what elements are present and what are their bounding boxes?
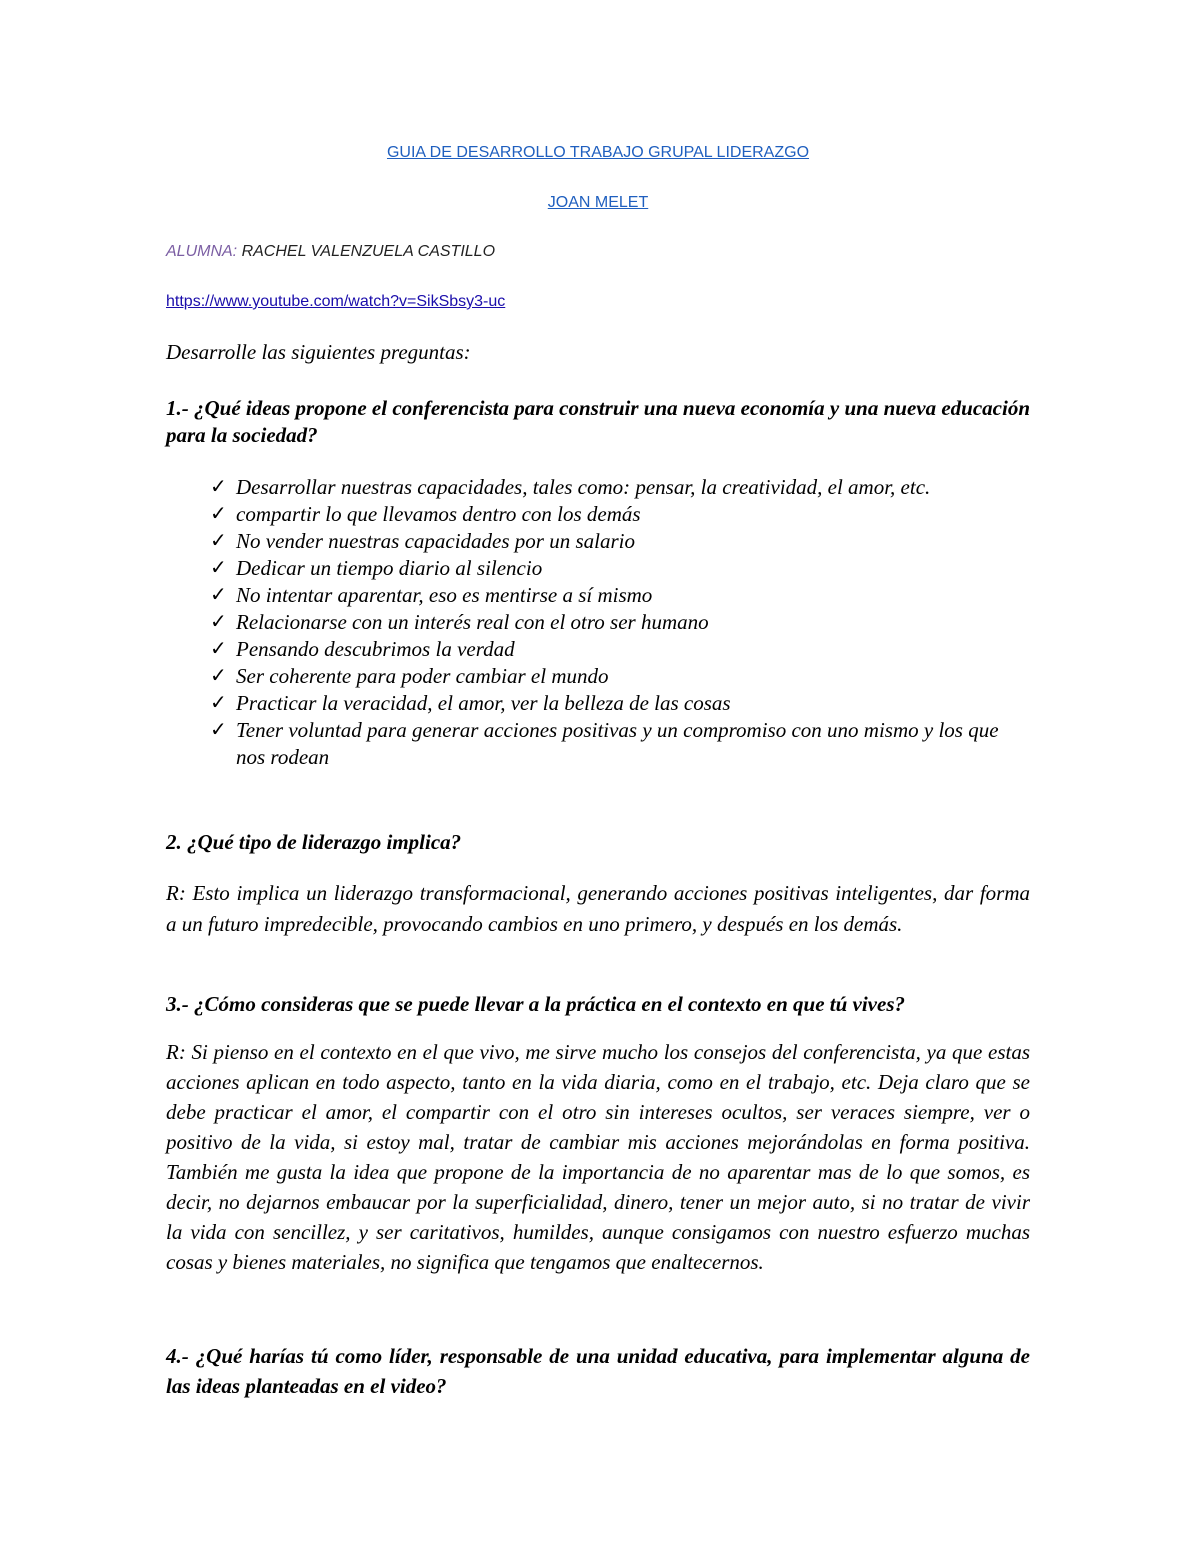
check-icon: ✓ xyxy=(210,557,227,579)
check-icon: ✓ xyxy=(210,476,227,498)
document-title: GUIA DE DESARROLLO TRABAJO GRUPAL LIDERAZGO xyxy=(386,144,810,161)
list-item-text: Desarrollar nuestras capacidades, tales como: pensar, la creatividad, el amor, etc. xyxy=(236,475,931,499)
video-link[interactable]: https://www.youtube.com/watch?v=SikSbsy3-uc xyxy=(166,293,506,310)
student-label: ALUMNA: xyxy=(166,243,238,260)
list-item xyxy=(166,528,1030,555)
instructions: Desarrolle las siguientes preguntas: xyxy=(166,340,471,364)
answer-2: R: Esto implica un liderazgo transformacional, generando acciones positivas inteligentes, dar forma a un futuro impredecible, provocando cambios en uno primero, y después en los demás. xyxy=(166,881,1030,936)
check-icon: ✓ xyxy=(210,692,227,714)
list-item xyxy=(166,717,1030,771)
check-icon: ✓ xyxy=(210,719,227,741)
list-item-text: compartir lo que llevamos dentro con los demás xyxy=(236,502,641,526)
list-item xyxy=(166,636,1030,663)
list-item-text: Dedicar un tiempo diario al silencio xyxy=(236,556,543,580)
list-item xyxy=(166,663,1030,690)
student-name: RACHEL VALENZUELA CASTILLO xyxy=(241,243,496,260)
list-item-text: No intentar aparentar, eso es mentirse a sí mismo xyxy=(236,583,653,607)
check-icon: ✓ xyxy=(210,584,227,606)
check-icon: ✓ xyxy=(210,638,227,660)
check-icon: ✓ xyxy=(210,611,227,633)
list-item-text: Relacionarse con un interés real con el otro ser humano xyxy=(236,610,709,634)
student-line xyxy=(166,243,495,261)
answer-1-list xyxy=(166,474,1030,771)
list-item xyxy=(166,555,1030,582)
list-item xyxy=(166,690,1030,717)
check-icon: ✓ xyxy=(210,503,227,525)
answer-3: R: Si pienso en el contexto en el que vivo, me sirve mucho los consejos del conferencista, ya que estas acciones aplican en todo aspecto, tanto en la vida diaria, como en el trabajo, etc. Deja claro que se debe practicar el amor, el compartir con el otro sin intereses ocultos, ser veraces siempre, ver o positivo de la vida, si estoy mal, tratar de cambiar mis acciones mejorándolas en forma positiva. También me gusta la idea que propone de la importancia de no aparentar mas de lo que somos, es decir, no dejarnos embaucar por la superficialidad, dinero, tener un mejor auto, si no tratar de vivir la vida con sencillez, y ser caritativos, humildes, aunque consigamos con nuestro esfuerzo muchas cosas y bienes materiales, no significa que tengamos que enaltecernos. xyxy=(166,1040,1030,1274)
check-icon: ✓ xyxy=(210,530,227,552)
list-item-text: Pensando descubrimos la verdad xyxy=(236,637,515,661)
question-1: 1.- ¿Qué ideas propone el conferencista para construir una nueva economía y una nueva educación para la sociedad? xyxy=(166,396,1030,447)
list-item-text: No vender nuestras capacidades por un salario xyxy=(236,529,635,553)
question-2: 2. ¿Qué tipo de liderazgo implica? xyxy=(166,830,462,854)
check-icon: ✓ xyxy=(210,665,227,687)
question-3: 3.- ¿Cómo consideras que se puede llevar a la práctica en el contexto en que tú vives? xyxy=(166,992,905,1016)
list-item-text: Ser coherente para poder cambiar el mundo xyxy=(236,664,609,688)
document-subtitle: JOAN MELET xyxy=(547,194,649,211)
question-4: 4.- ¿Qué harías tú como líder, responsable de una unidad educativa, para implementar alguna de las ideas planteadas en el video? xyxy=(166,1344,1030,1398)
list-item xyxy=(166,474,1030,501)
list-item-text: Tener voluntad para generar acciones positivas y un compromiso con uno mismo y los que nos rodean xyxy=(236,718,999,769)
list-item xyxy=(166,501,1030,528)
list-item xyxy=(166,609,1030,636)
list-item-text: Practicar la veracidad, el amor, ver la belleza de las cosas xyxy=(236,691,731,715)
list-item xyxy=(166,582,1030,609)
